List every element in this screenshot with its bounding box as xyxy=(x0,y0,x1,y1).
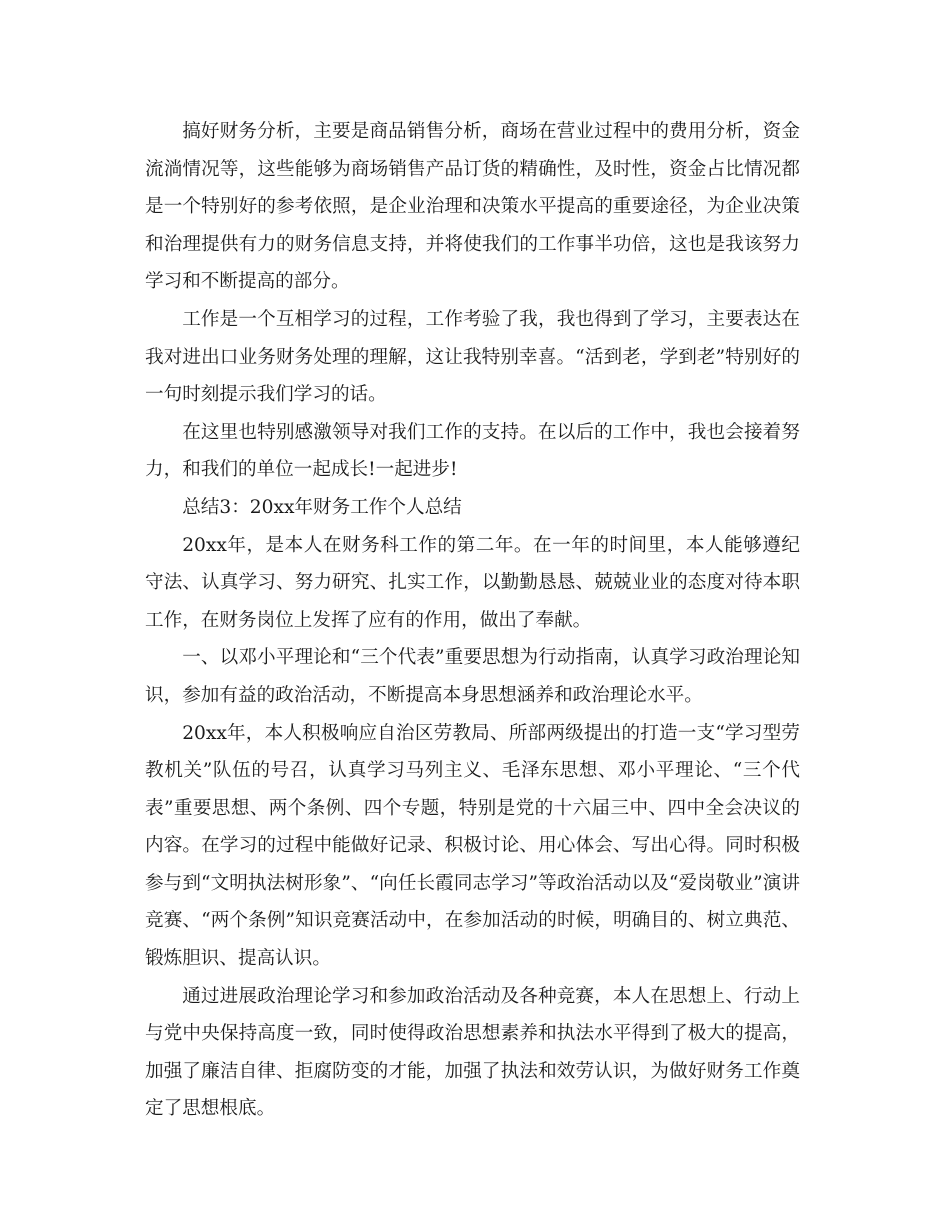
paragraph-political-study: 20xx年，本人积极响应自治区劳教局、所部两级提出的打造一支“学习型劳教机关”队伍的号召，认真学习马列主义、毛泽东思想、邓小平理论、“三个代表”重要思想、两个条例、四个专题，特别是党的十六届三中、四中全会决议的内容。在学习的过程中能做好记录、积极讨论、用心体会、写出心得。同时积极参与到“文明执法树形象”、“向任长霞同志学习”等政治活动以及“爱岗敬业”演讲竞赛、“两个条例”知识竞赛活动中，在参加活动的时候，明确目的、树立典范、锻炼胆识、提高认识。 xyxy=(145,722,800,970)
section-heading-summary-3: 总结3：20xx年财务工作个人总结 xyxy=(182,496,462,518)
document-page xyxy=(145,113,800,1128)
paragraph-second-year: 20xx年，是本人在财务科工作的第二年。在一年的时间里，本人能够遵纪守法、认真学习、努力研究、扎实工作，以勤勤恳恳、兢兢业业的态度对待本职工作，在财务岗位上发挥了应有的作用，做出了奉献。 xyxy=(145,534,800,631)
paragraph-conclusion: 通过进展政治理论学习和参加政治活动及各种竞赛，本人在思想上、行动上与党中央保持高度一致，同时使得政治思想素养和执法水平得到了极大的提高，加强了廉洁自律、拒腐防变的才能，加强了执法和效劳认识，为做好财务工作奠定了思想根底。 xyxy=(145,985,800,1120)
paragraph-work-learning: 工作是一个互相学习的过程，工作考验了我，我也得到了学习，主要表达在我对进出口业务财务处理的理解，这让我特别幸喜。“活到老，学到老”特别好的一句时刻提示我们学习的话。 xyxy=(145,308,800,406)
paragraph-financial-analysis: 搞好财务分析，主要是商品销售分析，商场在营业过程中的费用分析，资金流淌情况等，这些能够为商场销售产品订货的精确性，及时性，资金占比情况都是一个特别好的参考依照，是企业治理和决策水平提高的重要途径，为企业决策和治理提供有力的财务信息支持，并将使我们的工作事半功倍，这也是我该努力学习和不断提高的部分。 xyxy=(145,121,800,293)
paragraph-point-one: 一、以邓小平理论和“三个代表”重要思想为行动指南，认真学习政治理论知识，参加有益的政治活动，不断提高本身思想涵养和政治理论水平。 xyxy=(145,647,800,706)
paragraph-thanks-leadership: 在这里也特别感激领导对我们工作的支持。在以后的工作中，我也会接着努力，和我们的单位一起成长!一起进步! xyxy=(145,421,800,481)
